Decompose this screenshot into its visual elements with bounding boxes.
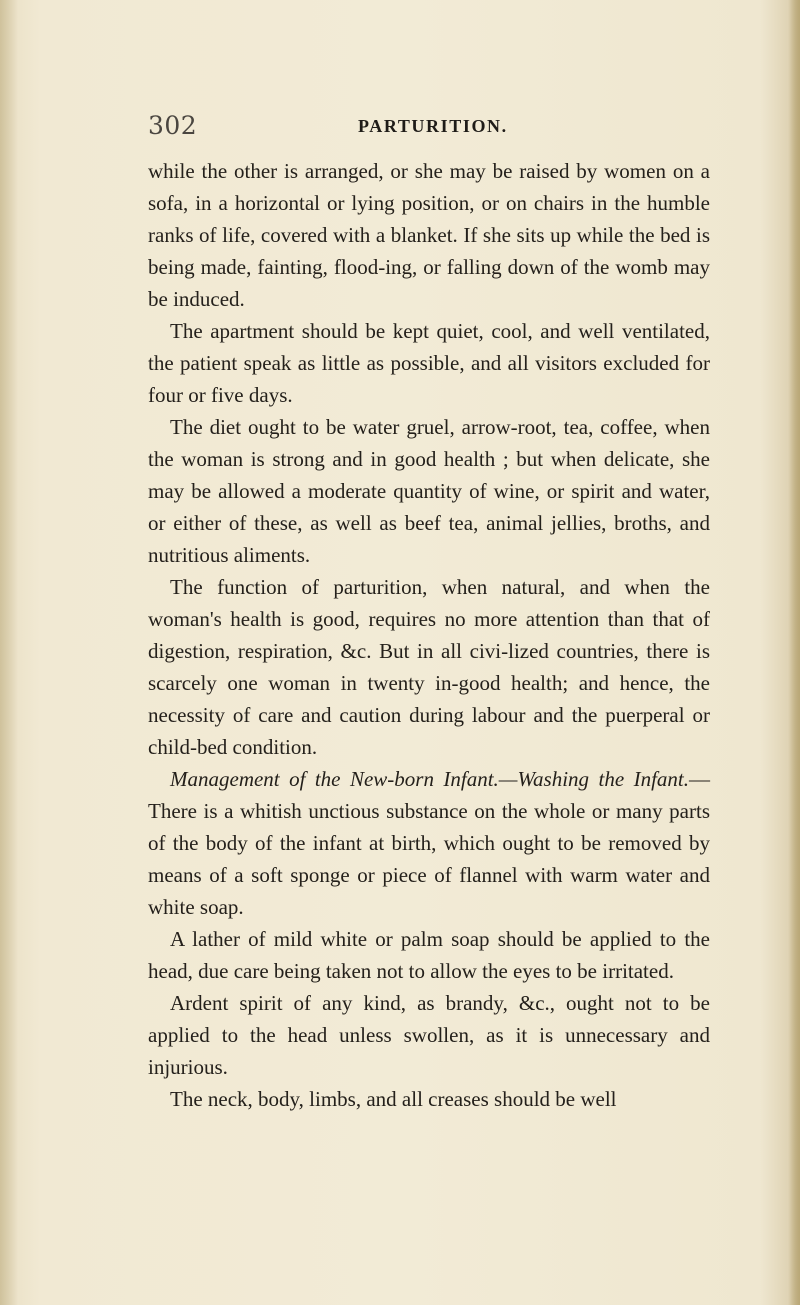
page-number: 302 [148, 111, 198, 140]
page-edge [788, 0, 800, 1305]
body-text [148, 155, 710, 1115]
paragraph-1: while the other is arranged, or she may be raised by women on a sofa, in a horizontal or lying position, or on chairs in the humble ranks of life, covered with a blanket. If she sits up while the bed is being made, fainting, flood-ing, or falling down of the womb may be induced. [148, 159, 710, 311]
paragraph-2: The apartment should be kept quiet, cool, and well ventilated, the patient speak as little as possible, and all visitors excluded for four or five days. [148, 319, 710, 407]
paragraph-5-text: —There is a whitish unctious substance on the whole or many parts of the body of the infant at birth, which ought to be removed by means of a soft sponge or piece of flannel with warm water and white soap. [148, 767, 710, 919]
paragraph-8: The neck, body, limbs, and all creases should be well [170, 1087, 617, 1111]
paragraph-3: The diet ought to be water gruel, arrow-root, tea, coffee, when the woman is strong and in good health ; but when delicate, she may be allowed a moderate quantity of wine, or spirit and water, or either of these, as well as beef tea, animal jellies, broths, and nutritious aliments. [148, 415, 710, 567]
paragraph-6: A lather of mild white or palm soap should be applied to the head, due care being taken not to allow the eyes to be irritated. [148, 927, 710, 983]
running-head: PARTURITION. [358, 116, 508, 136]
spine-shadow [0, 0, 18, 1305]
section-heading: Management of the New-born Infant.—Washing the Infant. [170, 767, 689, 791]
paragraph-7: Ardent spirit of any kind, as brandy, &c., ought not to be applied to the head unless swollen, as it is unnecessary and injurious. [148, 991, 710, 1079]
paragraph-4: The function of parturition, when natural, and when the woman's health is good, requires no more attention than that of digestion, respiration, &c. But in all civi-lized countries, there is scarcely one woman in twenty in-good health; and hence, the necessity of care and caution during labour and the puerperal or child-bed condition. [148, 575, 710, 759]
paragraph-5 [148, 763, 710, 923]
page-header [148, 111, 708, 151]
